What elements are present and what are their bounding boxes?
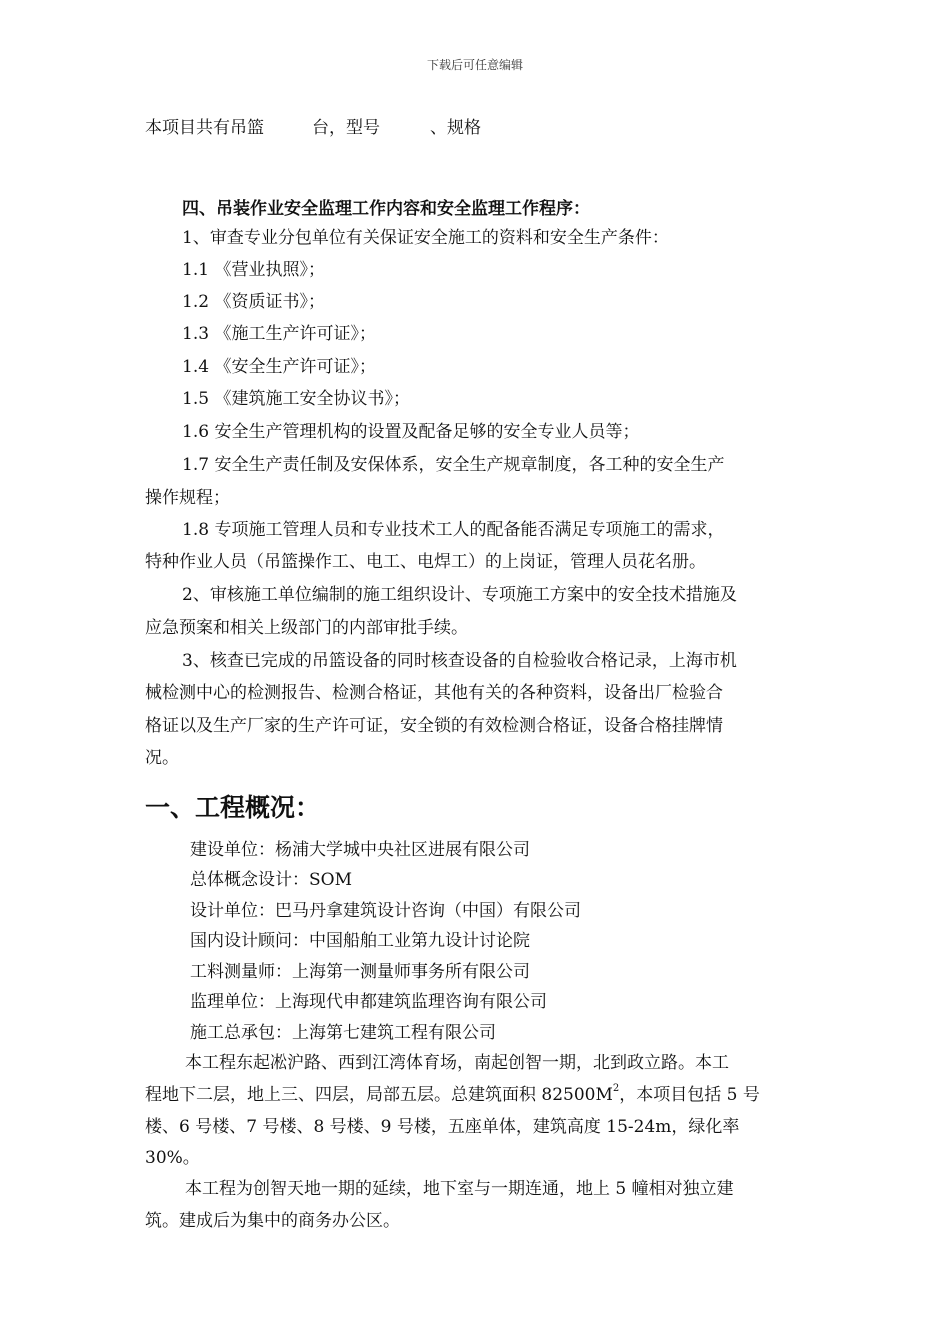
unit-general-contractor: 施工总承包：上海第七建筑工程有限公司	[190, 1023, 496, 1043]
section4-title: 四、吊装作业安全监理工作内容和安全监理工作程序：	[182, 199, 590, 219]
page-header: 下载后可任意编辑	[426, 58, 523, 72]
sub-item-1-7-line1: 1.7 安全生产责任制及安保体系，安全生产规章制度，各工种的安全生产	[182, 455, 725, 475]
unit-design-consultant: 国内设计顾问：中国船舶工业第九设计讨论院	[190, 931, 530, 951]
unit-quantity-surveyor: 工料测量师：上海第一测量师事务所有限公司	[190, 962, 530, 982]
sub-item-1-3: 1.3 《施工生产许可证》；	[182, 324, 376, 344]
sub-item-1-7-line2: 操作规程；	[145, 488, 230, 508]
area-unit-superscript: 2	[612, 1083, 620, 1094]
section4-item1: 1、审查专业分包单位有关保证安全施工的资料和安全生产条件：	[182, 228, 669, 248]
para1-line1: 本工程东起凇沪路、西到江湾体育场，南起创智一期，北到政立路。本工	[185, 1053, 729, 1073]
sub-item-1-8-line1: 1.8 专项施工管理人员和专业技术工人的配备能否满足专项施工的需求，	[182, 520, 725, 540]
item3-line4: 况。	[145, 748, 179, 768]
para2-line2: 筑。建成后为集中的商务办公区。	[145, 1211, 400, 1231]
sub-item-1-5: 1.5 《建筑施工安全协议书》；	[182, 389, 410, 409]
section1-heading: 一、工程概况：	[145, 793, 321, 822]
unit-supervisor: 监理单位：上海现代申都建筑监理咨询有限公司	[190, 992, 547, 1012]
intro-part-b: 台，型号	[312, 118, 380, 138]
para2-line1: 本工程为创智天地一期的延续，地下室与一期连通，地上 5 幢相对独立建	[185, 1179, 734, 1199]
para1-line4: 30%。	[145, 1148, 200, 1168]
intro-part-a: 本项目共有吊篮	[145, 118, 264, 138]
unit-design: 设计单位：巴马丹拿建筑设计咨询（中国）有限公司	[190, 901, 581, 921]
para1-line2	[145, 1084, 760, 1106]
item3-line1: 3、核查已完成的吊篮设备的同时核查设备的自检验收合格记录，上海市机	[182, 651, 737, 671]
item2-line2: 应急预案和相关上级部门的内部审批手续。	[145, 618, 468, 638]
unit-concept-design: 总体概念设计：SOM	[190, 870, 352, 890]
item3-line2: 械检测中心的检测报告、检测合格证，其他有关的各种资料，设备出厂检验合	[145, 683, 723, 703]
para1-line3: 楼、6 号楼、7 号楼、8 号楼、9 号楼，五座单体，建筑高度 15-24m，绿化率	[145, 1117, 740, 1137]
para1-line2-b: ，本项目包括 5 号	[619, 1085, 760, 1105]
sub-item-1-1: 1.1 《营业执照》；	[182, 260, 325, 280]
sub-item-1-4: 1.4 《安全生产许可证》；	[182, 357, 376, 377]
intro-part-c: 、规格	[430, 118, 481, 138]
item2-line1: 2、审核施工单位编制的施工组织设计、专项施工方案中的安全技术措施及	[182, 585, 737, 605]
sub-item-1-2: 1.2 《资质证书》；	[182, 292, 325, 312]
intro-line	[145, 117, 481, 139]
sub-item-1-6: 1.6 安全生产管理机构的设置及配备足够的安全专业人员等；	[182, 422, 640, 442]
para1-line2-a: 程地下二层，地上三、四层，局部五层。总建筑面积 82500M	[145, 1085, 613, 1105]
item3-line3: 格证以及生产厂家的生产许可证，安全锁的有效检测合格证，设备合格挂牌情	[145, 716, 723, 736]
unit-owner: 建设单位：杨浦大学城中央社区进展有限公司	[190, 840, 530, 860]
sub-item-1-8-line2: 特种作业人员（吊篮操作工、电工、电焊工）的上岗证，管理人员花名册。	[145, 552, 706, 572]
